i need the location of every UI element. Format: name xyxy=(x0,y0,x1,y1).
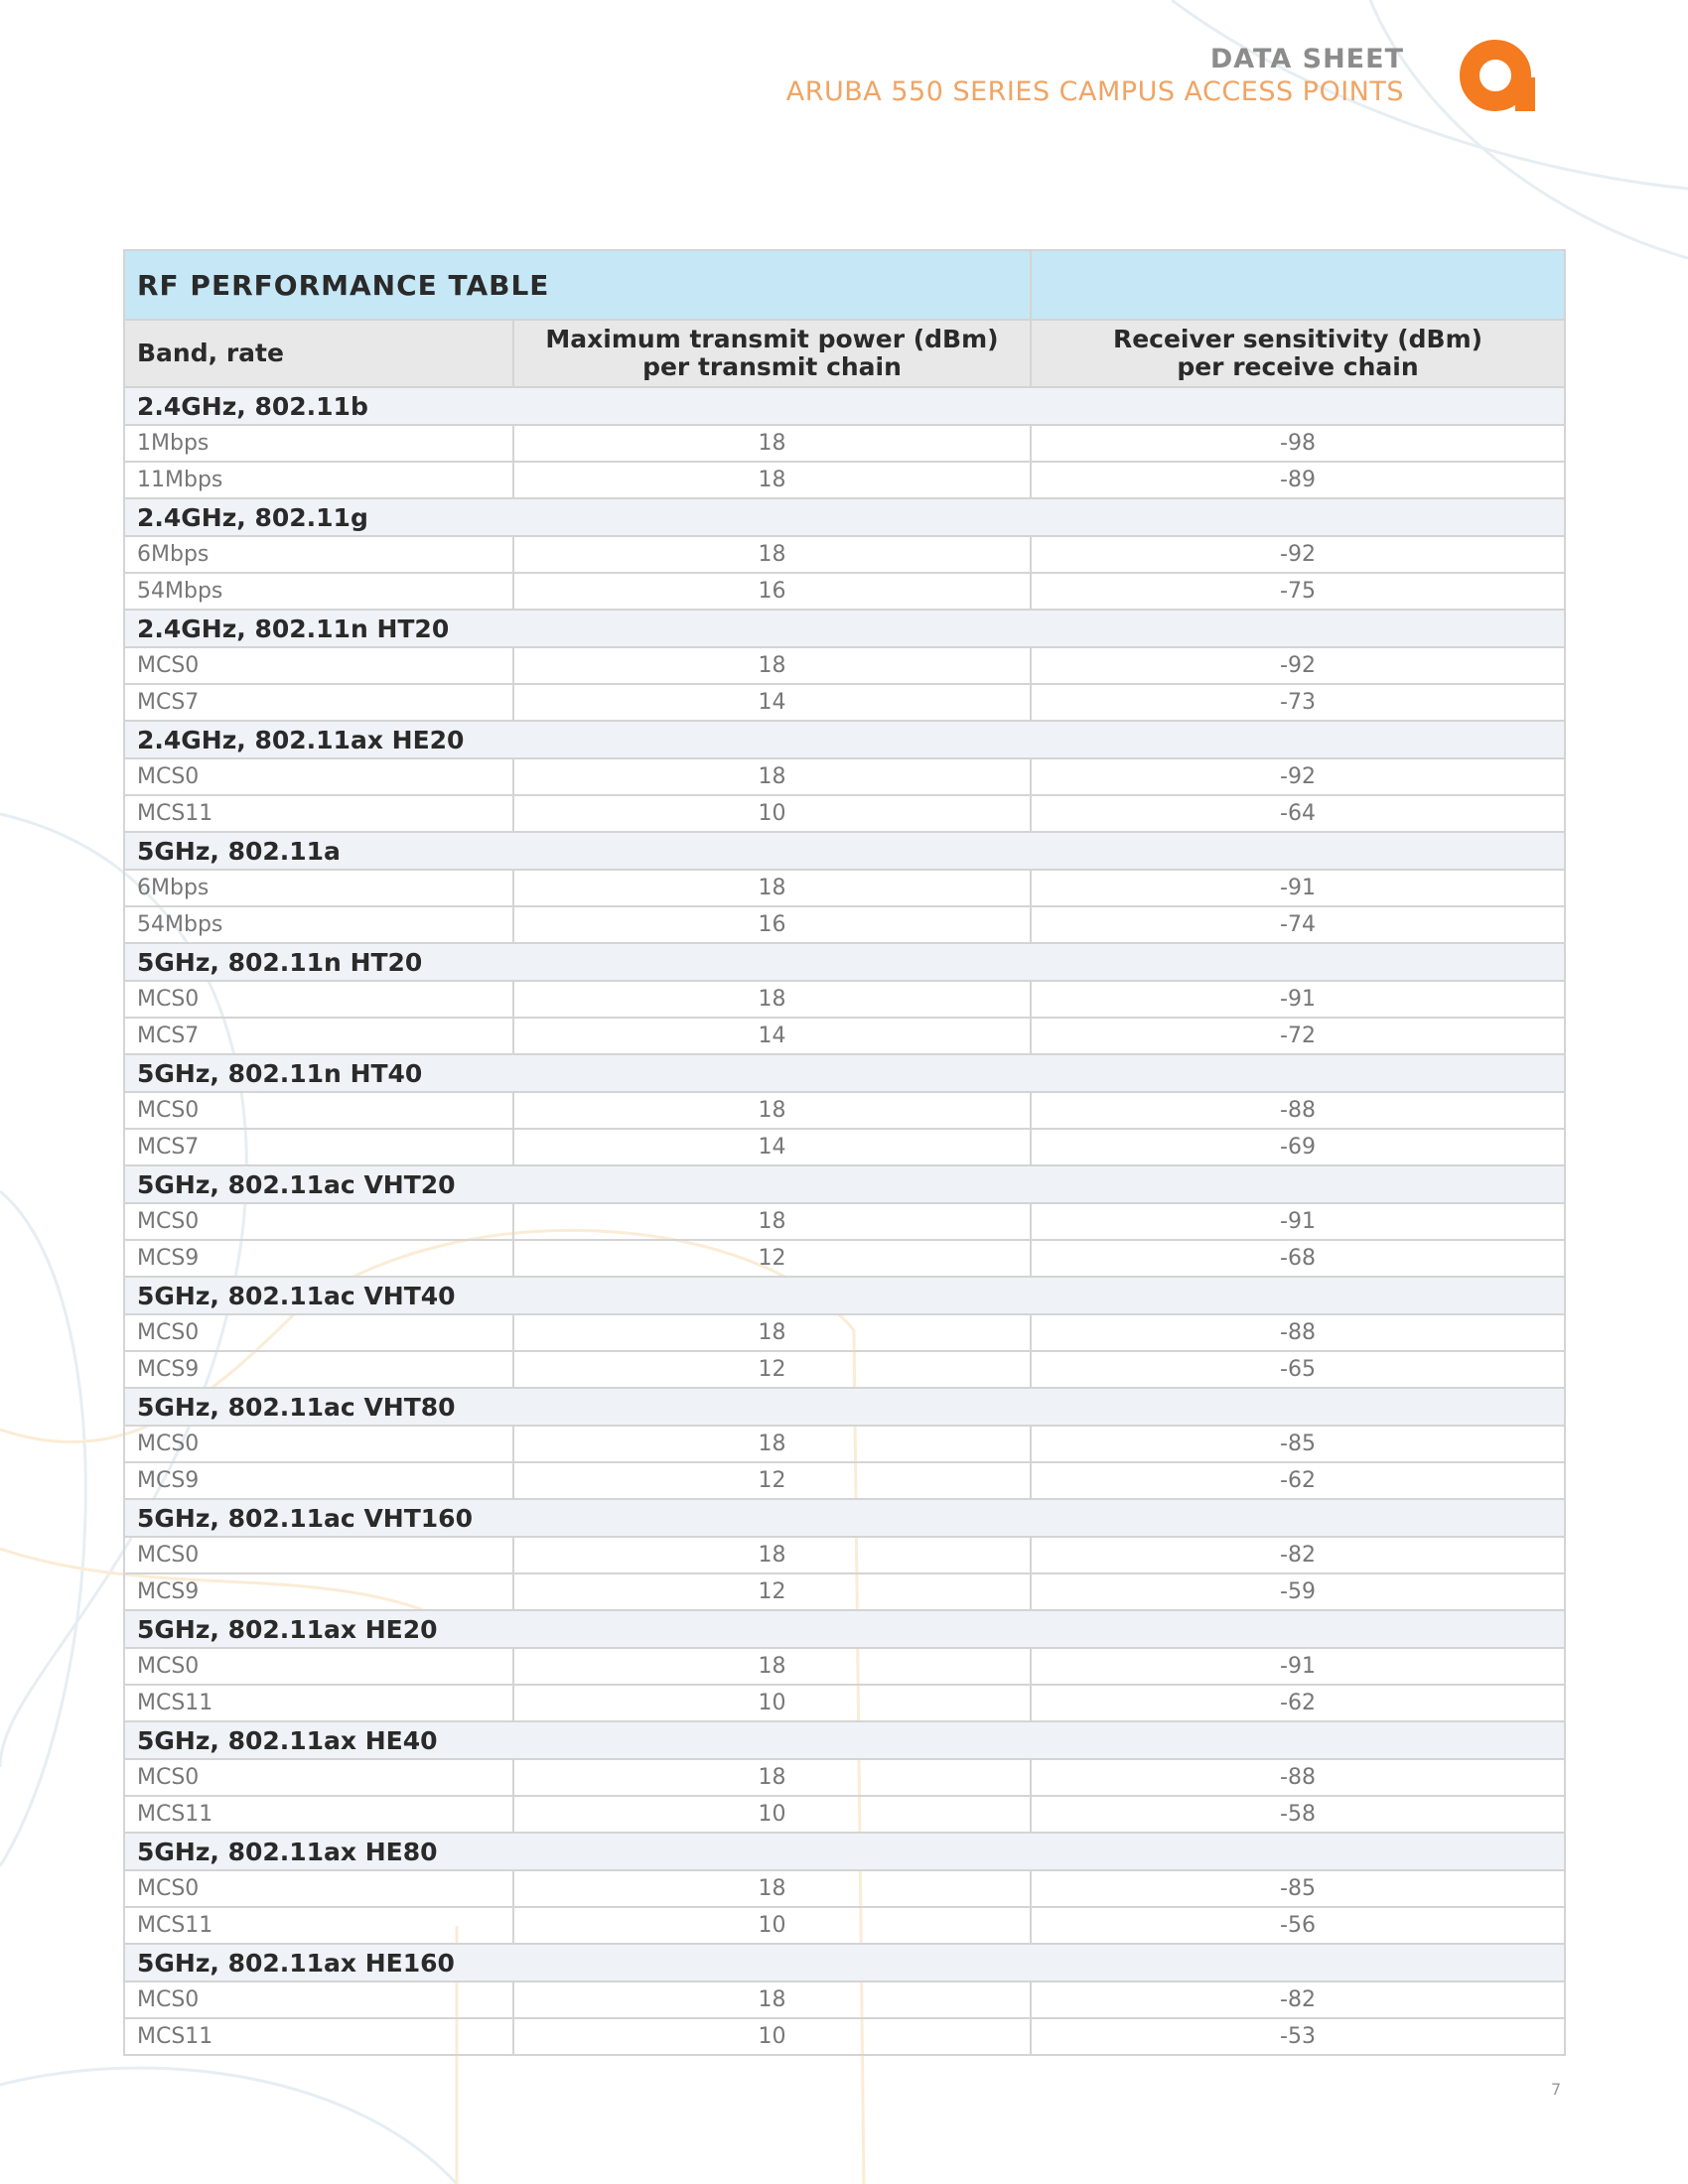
band-group-label: 5GHz, 802.11a xyxy=(124,832,1565,870)
rate-cell: MCS9 xyxy=(124,1351,513,1388)
table-row xyxy=(124,536,1565,573)
rx-sensitivity-cell: -82 xyxy=(1031,1537,1565,1573)
tx-power-cell: 18 xyxy=(513,1759,1031,1796)
tx-power-cell: 18 xyxy=(513,870,1031,906)
rate-cell: MCS0 xyxy=(124,1870,513,1907)
rate-cell: MCS11 xyxy=(124,1685,513,1721)
band-group-label: 5GHz, 802.11n HT20 xyxy=(124,943,1565,981)
table-row xyxy=(124,1981,1565,2018)
band-group-label: 5GHz, 802.11ac VHT160 xyxy=(124,1499,1565,1537)
band-group-label: 5GHz, 802.11ac VHT40 xyxy=(124,1277,1565,1314)
rate-cell: MCS9 xyxy=(124,1573,513,1610)
rx-sensitivity-cell: -91 xyxy=(1031,1648,1565,1685)
band-group-label: 5GHz, 802.11ax HE20 xyxy=(124,1610,1565,1648)
rx-sensitivity-cell: -72 xyxy=(1031,1018,1565,1054)
table-group-row xyxy=(124,387,1565,425)
tx-power-cell: 12 xyxy=(513,1573,1031,1610)
rx-sensitivity-cell: -85 xyxy=(1031,1426,1565,1462)
table-row xyxy=(124,1351,1565,1388)
rx-sensitivity-cell: -88 xyxy=(1031,1759,1565,1796)
table-group-row xyxy=(124,1721,1565,1759)
product-series-subtitle: ARUBA 550 SERIES CAMPUS ACCESS POINTS xyxy=(785,76,1404,107)
column-header-band: Band, rate xyxy=(124,320,513,387)
table-row xyxy=(124,870,1565,906)
table-row xyxy=(124,1426,1565,1462)
band-group-label: 5GHz, 802.11ax HE40 xyxy=(124,1721,1565,1759)
tx-power-cell: 18 xyxy=(513,981,1031,1018)
table-row xyxy=(124,2018,1565,2055)
table-row xyxy=(124,1537,1565,1573)
table-row xyxy=(124,1573,1565,1610)
tx-power-cell: 12 xyxy=(513,1240,1031,1277)
table-group-row xyxy=(124,1833,1565,1870)
rate-cell: MCS9 xyxy=(124,1240,513,1277)
rx-sensitivity-cell: -88 xyxy=(1031,1314,1565,1351)
rate-cell: 6Mbps xyxy=(124,870,513,906)
table-row xyxy=(124,684,1565,721)
table-row xyxy=(124,1907,1565,1944)
tx-power-cell: 18 xyxy=(513,425,1031,462)
tx-power-cell: 18 xyxy=(513,462,1031,498)
tx-power-cell: 10 xyxy=(513,1907,1031,1944)
table-row xyxy=(124,795,1565,832)
band-group-label: 5GHz, 802.11ax HE80 xyxy=(124,1833,1565,1870)
rx-sensitivity-cell: -65 xyxy=(1031,1351,1565,1388)
document-header xyxy=(786,44,1404,109)
table-row xyxy=(124,1462,1565,1499)
tx-power-cell: 18 xyxy=(513,1314,1031,1351)
table-group-row xyxy=(124,1165,1565,1203)
column-header-rx-line2: per receive chain xyxy=(1177,352,1419,381)
document-type-title: DATA SHEET xyxy=(1209,44,1404,74)
table-row xyxy=(124,981,1565,1018)
rx-sensitivity-cell: -88 xyxy=(1031,1092,1565,1129)
tx-power-cell: 18 xyxy=(513,536,1031,573)
rx-sensitivity-cell: -73 xyxy=(1031,684,1565,721)
rate-cell: MCS7 xyxy=(124,1129,513,1165)
tx-power-cell: 10 xyxy=(513,2018,1031,2055)
rx-sensitivity-cell: -92 xyxy=(1031,647,1565,684)
table-group-row xyxy=(124,1499,1565,1537)
table-header-row xyxy=(124,320,1565,387)
tx-power-cell: 18 xyxy=(513,1870,1031,1907)
table-group-row xyxy=(124,943,1565,981)
rate-cell: MCS11 xyxy=(124,2018,513,2055)
rx-sensitivity-cell: -92 xyxy=(1031,536,1565,573)
table-row xyxy=(124,573,1565,610)
table-row xyxy=(124,1129,1565,1165)
rate-cell: MCS0 xyxy=(124,1203,513,1240)
rx-sensitivity-cell: -64 xyxy=(1031,795,1565,832)
rate-cell: 11Mbps xyxy=(124,462,513,498)
table-row xyxy=(124,1240,1565,1277)
band-group-label: 2.4GHz, 802.11n HT20 xyxy=(124,610,1565,647)
rate-cell: MCS7 xyxy=(124,684,513,721)
rate-cell: MCS11 xyxy=(124,1796,513,1833)
table-group-row xyxy=(124,498,1565,536)
table-row xyxy=(124,1796,1565,1833)
column-header-tx-power xyxy=(513,320,1031,387)
tx-power-cell: 14 xyxy=(513,1018,1031,1054)
band-group-label: 5GHz, 802.11n HT40 xyxy=(124,1054,1565,1092)
rate-cell: MCS0 xyxy=(124,1426,513,1462)
table-row xyxy=(124,1648,1565,1685)
rx-sensitivity-cell: -89 xyxy=(1031,462,1565,498)
rate-cell: MCS0 xyxy=(124,1537,513,1573)
table-row xyxy=(124,1870,1565,1907)
rx-sensitivity-cell: -91 xyxy=(1031,981,1565,1018)
band-group-label: 5GHz, 802.11ac VHT80 xyxy=(124,1388,1565,1426)
tx-power-cell: 18 xyxy=(513,1203,1031,1240)
column-header-tx-line1: Maximum transmit power (dBm) xyxy=(545,325,999,353)
rx-sensitivity-cell: -62 xyxy=(1031,1685,1565,1721)
table-group-row xyxy=(124,1277,1565,1314)
rate-cell: MCS0 xyxy=(124,1314,513,1351)
rate-cell: MCS0 xyxy=(124,1648,513,1685)
rx-sensitivity-cell: -53 xyxy=(1031,2018,1565,2055)
rx-sensitivity-cell: -69 xyxy=(1031,1129,1565,1165)
table-row xyxy=(124,1685,1565,1721)
rate-cell: MCS11 xyxy=(124,1907,513,1944)
table-row xyxy=(124,1759,1565,1796)
band-group-label: 2.4GHz, 802.11ax HE20 xyxy=(124,721,1565,758)
table-title: RF PERFORMANCE TABLE xyxy=(124,250,1031,320)
table-row xyxy=(124,425,1565,462)
rate-cell: MCS0 xyxy=(124,647,513,684)
rx-sensitivity-cell: -91 xyxy=(1031,1203,1565,1240)
tx-power-cell: 18 xyxy=(513,1426,1031,1462)
rate-cell: MCS0 xyxy=(124,1092,513,1129)
tx-power-cell: 12 xyxy=(513,1462,1031,1499)
rf-performance-table xyxy=(123,249,1566,2056)
page-number: 7 xyxy=(1551,2080,1562,2099)
table-title-blank-cell xyxy=(1031,250,1565,320)
column-header-rx-sensitivity xyxy=(1031,320,1565,387)
rate-cell: 54Mbps xyxy=(124,906,513,943)
table-row xyxy=(124,1203,1565,1240)
rate-cell: MCS0 xyxy=(124,981,513,1018)
rate-cell: 54Mbps xyxy=(124,573,513,610)
tx-power-cell: 18 xyxy=(513,758,1031,795)
tx-power-cell: 18 xyxy=(513,647,1031,684)
table-row xyxy=(124,462,1565,498)
band-group-label: 2.4GHz, 802.11g xyxy=(124,498,1565,536)
table-group-row xyxy=(124,1388,1565,1426)
tx-power-cell: 10 xyxy=(513,795,1031,832)
rx-sensitivity-cell: -98 xyxy=(1031,425,1565,462)
rate-cell: MCS7 xyxy=(124,1018,513,1054)
rate-cell: MCS0 xyxy=(124,1759,513,1796)
table-row xyxy=(124,647,1565,684)
band-group-label: 5GHz, 802.11ax HE160 xyxy=(124,1944,1565,1981)
table-row xyxy=(124,1018,1565,1054)
rx-sensitivity-cell: -59 xyxy=(1031,1573,1565,1610)
rx-sensitivity-cell: -82 xyxy=(1031,1981,1565,2018)
table-row xyxy=(124,1314,1565,1351)
rx-sensitivity-cell: -75 xyxy=(1031,573,1565,610)
aruba-logo-icon xyxy=(1458,38,1537,113)
table-row xyxy=(124,758,1565,795)
tx-power-cell: 14 xyxy=(513,1129,1031,1165)
rx-sensitivity-cell: -62 xyxy=(1031,1462,1565,1499)
rx-sensitivity-cell: -91 xyxy=(1031,870,1565,906)
tx-power-cell: 18 xyxy=(513,1092,1031,1129)
rx-sensitivity-cell: -92 xyxy=(1031,758,1565,795)
rx-sensitivity-cell: -58 xyxy=(1031,1796,1565,1833)
rate-cell: MCS0 xyxy=(124,1981,513,2018)
tx-power-cell: 16 xyxy=(513,573,1031,610)
table-row xyxy=(124,906,1565,943)
table-title-row xyxy=(124,250,1565,320)
table-group-row xyxy=(124,1944,1565,1981)
tx-power-cell: 18 xyxy=(513,1981,1031,2018)
table-group-row xyxy=(124,832,1565,870)
tx-power-cell: 18 xyxy=(513,1537,1031,1573)
column-header-rx-line1: Receiver sensitivity (dBm) xyxy=(1112,325,1483,353)
band-group-label: 2.4GHz, 802.11b xyxy=(124,387,1565,425)
tx-power-cell: 14 xyxy=(513,684,1031,721)
rx-sensitivity-cell: -74 xyxy=(1031,906,1565,943)
tx-power-cell: 12 xyxy=(513,1351,1031,1388)
rate-cell: 6Mbps xyxy=(124,536,513,573)
tx-power-cell: 10 xyxy=(513,1796,1031,1833)
table-group-row xyxy=(124,610,1565,647)
tx-power-cell: 16 xyxy=(513,906,1031,943)
table-row xyxy=(124,1092,1565,1129)
rx-sensitivity-cell: -68 xyxy=(1031,1240,1565,1277)
column-header-tx-line2: per transmit chain xyxy=(642,352,902,381)
rate-cell: 1Mbps xyxy=(124,425,513,462)
rx-sensitivity-cell: -56 xyxy=(1031,1907,1565,1944)
rate-cell: MCS9 xyxy=(124,1462,513,1499)
table-group-row xyxy=(124,1054,1565,1092)
tx-power-cell: 10 xyxy=(513,1685,1031,1721)
band-group-label: 5GHz, 802.11ac VHT20 xyxy=(124,1165,1565,1203)
rx-sensitivity-cell: -85 xyxy=(1031,1870,1565,1907)
tx-power-cell: 18 xyxy=(513,1648,1031,1685)
table-group-row xyxy=(124,721,1565,758)
rate-cell: MCS0 xyxy=(124,758,513,795)
table-group-row xyxy=(124,1610,1565,1648)
rate-cell: MCS11 xyxy=(124,795,513,832)
